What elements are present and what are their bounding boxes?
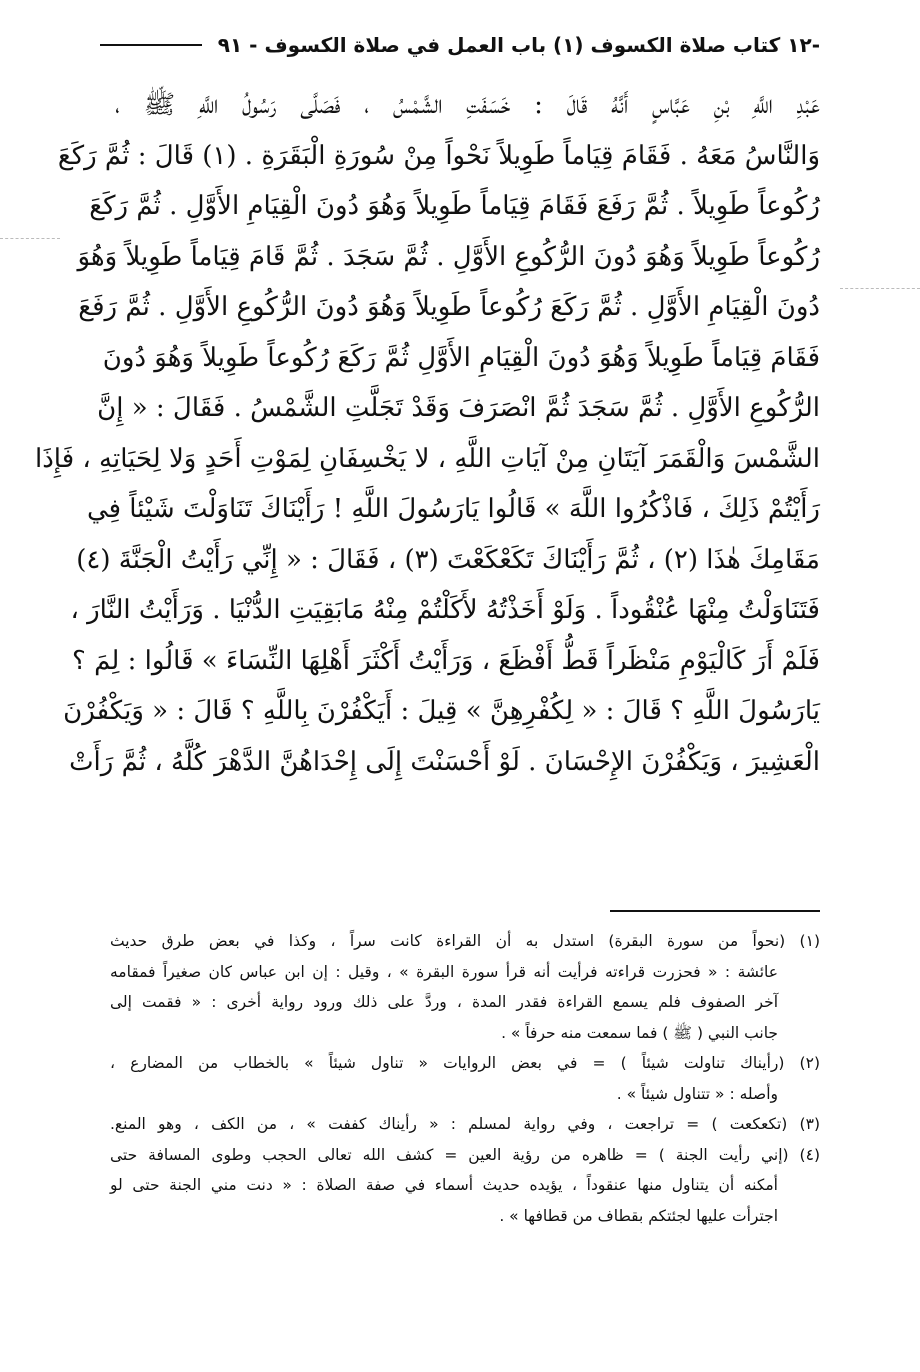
footnote-line: جانب النبي ( ﷺ ) فما سمعت منه حرفاً » . [501,1023,778,1042]
text-line: فَلَمْ أَرَ كَالْيَوْمِ مَنْظَراً قَطُّ أَفْظَعَ ، وَرَأَيْتُ أَكْثَرَ أَهْلِهَا النِّسَاءَ » قَالُوا : لِمَ ؟ [72,645,820,676]
footnote-3 [110,1109,820,1140]
header-title: -١٢ كتاب صلاة الكسوف (١) باب العمل في صلاة الكسوف - ٩١ [217,33,820,57]
footnote-1 [110,926,820,1048]
footnote-4 [110,1140,820,1232]
footnote-line: أمكنه أن يتناول منها عنقوداً ، يؤيده حديث أسماء في صفة الصلاة : « دنت مني الجنة حتى لو [110,1176,778,1194]
text-line: رَأَيْتُمْ ذَلِكَ ، فَاذْكُرُوا اللَّهَ » قَالُوا يَارَسُولَ اللَّهِ ! رَأَيْنَاكَ تَنَاوَلْتَ شَيْئاً فِي [86,494,820,524]
text-line: الشَّمْسَ وَالْقَمَرَ آيَتَانِ مِنْ آيَاتِ اللَّهِ ، لا يَخْسِفَانِ لِمَوْتِ أَحَدٍ وَلا لِحَيَاتِهِ ، فَإِذَا [34,443,820,474]
footnote-line: (٢) (رأيناك تناولت شيئاً ) = في بعض الروايات « تناول شيئاً » بالخطاب من المضارع ، [110,1054,820,1072]
text-line: يَارَسُولَ اللَّهِ ؟ قَالَ : « لِكُفْرِهِنَّ » قِيلَ : أَيَكْفُرْنَ بِاللَّهِ ؟ قَالَ : « وَيَكْفُرْنَ [63,696,820,726]
footnote-line: (٣) (تكعكعت ) = تراجعت ، وفي رواية لمسلم : « رأيناك كففت » ، من الكف ، وهو المنع. [110,1115,820,1133]
text-line: دُونَ الْقِيَامِ الأَوَّلِ . ثُمَّ رَكَعَ رُكُوعاً طَوِيلاً وَهُوَ دُونَ الرُّكُوعِ الأَوَّلِ . ثُمَّ رَفَعَ [78,292,820,322]
footnote-line: عائشة : « فحزرت قراءته فرأيت أنه قرأ سورة البقرة » ، وقيل : إن ابن عباس كان صغيراً فمقامه [110,962,778,981]
footnote-line: آخر الصفوف فلم يسمع القراءة فقدر المدة ، وردَّ على ذلك ورود رواية أخرى : « فقمت إلى [110,993,778,1011]
text-line: وَالنَّاسُ مَعَهُ . فَقَامَ قِيَاماً طَوِيلاً نَحْواً مِنْ سُورَةِ الْبَقَرَةِ . (١) قَالَ : ثُمَّ رَكَعَ [57,140,820,171]
main-text [34,80,820,890]
text-line: رُكُوعاً طَوِيلاً وَهُوَ دُونَ الرُّكُوعِ الأَوَّلِ . ثُمَّ سَجَدَ . ثُمَّ قَامَ قِيَاماً طَوِيلاً وَهُوَ [77,241,820,272]
footnote-line: (١) (نحواً من سورة البقرة) استدل به أن القراءة كانت سراً ، وكذا في بعض طرق حديث [110,932,820,950]
text-line: رُكُوعاً طَوِيلاً . ثُمَّ رَفَعَ فَقَامَ قِيَاماً طَوِيلاً وَهُوَ دُونَ الْقِيَامِ الأَوَّلِ . ثُمَّ رَكَعَ [89,191,820,221]
text-line: الْعَشِيرَ ، وَيَكْفُرْنَ الإِحْسَانَ . لَوْ أَحْسَنْتَ إِلَى إِحْدَاهُنَّ الدَّهْرَ كُلَّهُ ، ثُمَّ رَأَتْ [69,746,820,777]
text-line: فَتَنَاوَلْتُ مِنْهَا عُنْقُوداً . وَلَوْ أَخَذْتُهُ لأَكَلْتُمْ مِنْهُ مَابَقِيَتِ الدُّنْيَا . وَرَأَيْتُ النَّارَ ، [70,595,820,625]
footnote-line: (٤) (إني رأيت الجنة ) = ظاهره من رؤية العين = كشف الله تعالى الحجب وطوى المسافة حتى [110,1145,820,1164]
footnotes [110,926,820,1231]
footnote-separator [610,910,820,912]
scan-artifact-line [840,288,920,289]
scan-artifact-line [0,238,60,239]
running-header [100,28,820,62]
text-line: مَقَامِكَ هٰذَا (٢) ، ثُمَّ رَأَيْنَاكَ تَكَعْكَعْتَ (٣) ، فَقَالَ : « إِنِّي رَأَيْتُ الْجَنَّةَ (٤) [76,544,820,575]
footnote-line: اجترأت عليها لجئتكم بقطاف من قطافها » . [499,1206,778,1225]
text-line: عَبْدِ اللَّهِ بْنِ عَبَّاسٍ أَنَّهُ قَالَ : خَسَفَتِ الشَّمْسُ ، فَصَلَّى رَسُولُ اللَّهِ ﷺ ، [115,90,820,120]
text-line: فَقَامَ قِيَاماً طَوِيلاً وَهُوَ دُونَ الْقِيَامِ الأَوَّلِ ثُمَّ رَكَعَ رُكُوعاً طَوِيلاً وَهُوَ دُونَ [102,342,820,373]
header-rule [100,44,202,46]
footnote-2 [110,1048,820,1109]
text-line: الرُّكُوعِ الأَوَّلِ . ثُمَّ سَجَدَ ثُمَّ انْصَرَفَ وَقَدْ تَجَلَّتِ الشَّمْسُ . فَقَالَ : « إِنَّ [97,393,820,423]
footnote-line: وأصله : « تتناول شيئاً » . [616,1084,778,1103]
